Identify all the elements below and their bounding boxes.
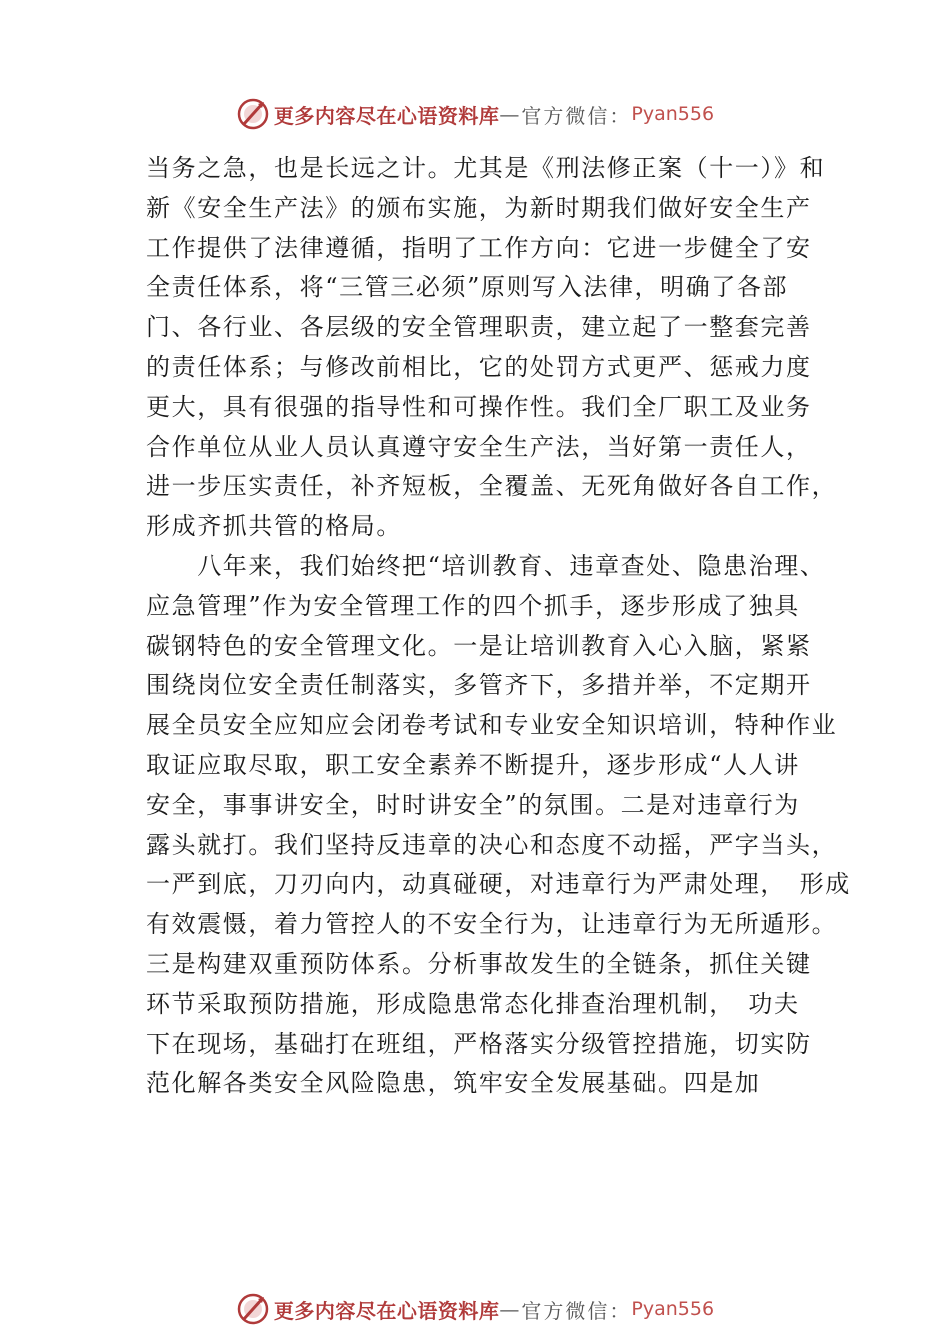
text-line: 范化解各类安全风险隐患，筑牢安全发展基础。四是加 [146,1069,761,1098]
banner-wechat-label: 官方微信： [521,1298,632,1323]
banner-separator: — [499,1297,522,1321]
text-line: 三是构建双重预防体系。分析事故发生的全链条，抓住关键 [146,949,812,978]
text-line: 取证应取尽取，职工安全素养不断提升，逐步形成“人人讲 [146,750,800,779]
banner-wechat-label: 官方微信： [521,103,632,128]
text-line: 应急管理”作为安全管理工作的四个抓手，逐步形成了独具 [146,591,800,620]
text-line: 碳钢特色的安全管理文化。一是让培训教育入心入脑，紧紧 [146,631,812,660]
text-line: 全责任体系，将“三管三必须”原则写入法律，明确了各部 [146,273,789,302]
text-line: 露头就打。我们坚持反违章的决心和态度不动摇，严字当头， [146,830,838,859]
text-line: 合作单位从业人员认真遵守安全生产法，当好第一责任人， [146,432,812,461]
text-line: 围绕岗位安全责任制落实，多管齐下，多措并举，不定期开 [146,671,812,700]
text-line: 当务之急，也是长远之计。尤其是《刑法修正案（十一）》和 [146,154,826,182]
text-line: 安全，事事讲安全，时时讲安全”的氛围。二是对违章行为 [146,790,800,819]
text-line: 有效震慑，着力管控人的不安全行为，让违章行为无所遁形。 [146,910,838,939]
text-line: 进一步压实责任，补齐短板，全覆盖、无死角做好各自工作， [146,472,838,501]
text-line: 环节采取预防措施，形成隐患常态化排查治理机制， 功夫 [146,989,800,1018]
pen-seal-logo-icon [236,97,270,131]
text-line: 的责任体系；与修改前相比，它的处罚方式更严、惩戒力度 [146,352,812,381]
footer-banner [0,1287,950,1331]
text-line: 八年来，我们始终把“培训教育、违章查处、隐患治理、 [146,551,826,580]
header-banner [0,92,950,136]
text-line: 新《安全生产法》的颁布实施，为新时期我们做好安全生产 [146,193,812,222]
pen-seal-logo-icon [236,1292,270,1326]
text-line: 门、各行业、各层级的安全管理职责，建立起了一整套完善 [146,313,812,342]
banner-wechat-id: Pyan556 [631,1298,715,1320]
document-body [146,149,851,1104]
banner-separator: — [499,102,522,126]
banner-site-label: 更多内容尽在心语资料库 [273,1298,500,1323]
text-line: 形成齐抓共管的格局。 [146,512,402,541]
text-line: 更大，具有很强的指导性和可操作性。我们全厂职工及业务 [146,392,812,421]
text-line: 一严到底，刀刃向内，动真碰硬，对违章行为严肃处理， 形成 [146,870,851,899]
text-line: 展全员安全应知应会闭卷考试和专业安全知识培训，特种作业 [146,711,838,740]
banner-wechat-id: Pyan556 [631,103,715,125]
banner-site-label: 更多内容尽在心语资料库 [273,103,500,128]
text-line: 下在现场，基础打在班组，严格落实分级管控措施，切实防 [146,1029,812,1058]
text-line: 工作提供了法律遵循，指明了工作方向：它进一步健全了安 [146,233,812,262]
